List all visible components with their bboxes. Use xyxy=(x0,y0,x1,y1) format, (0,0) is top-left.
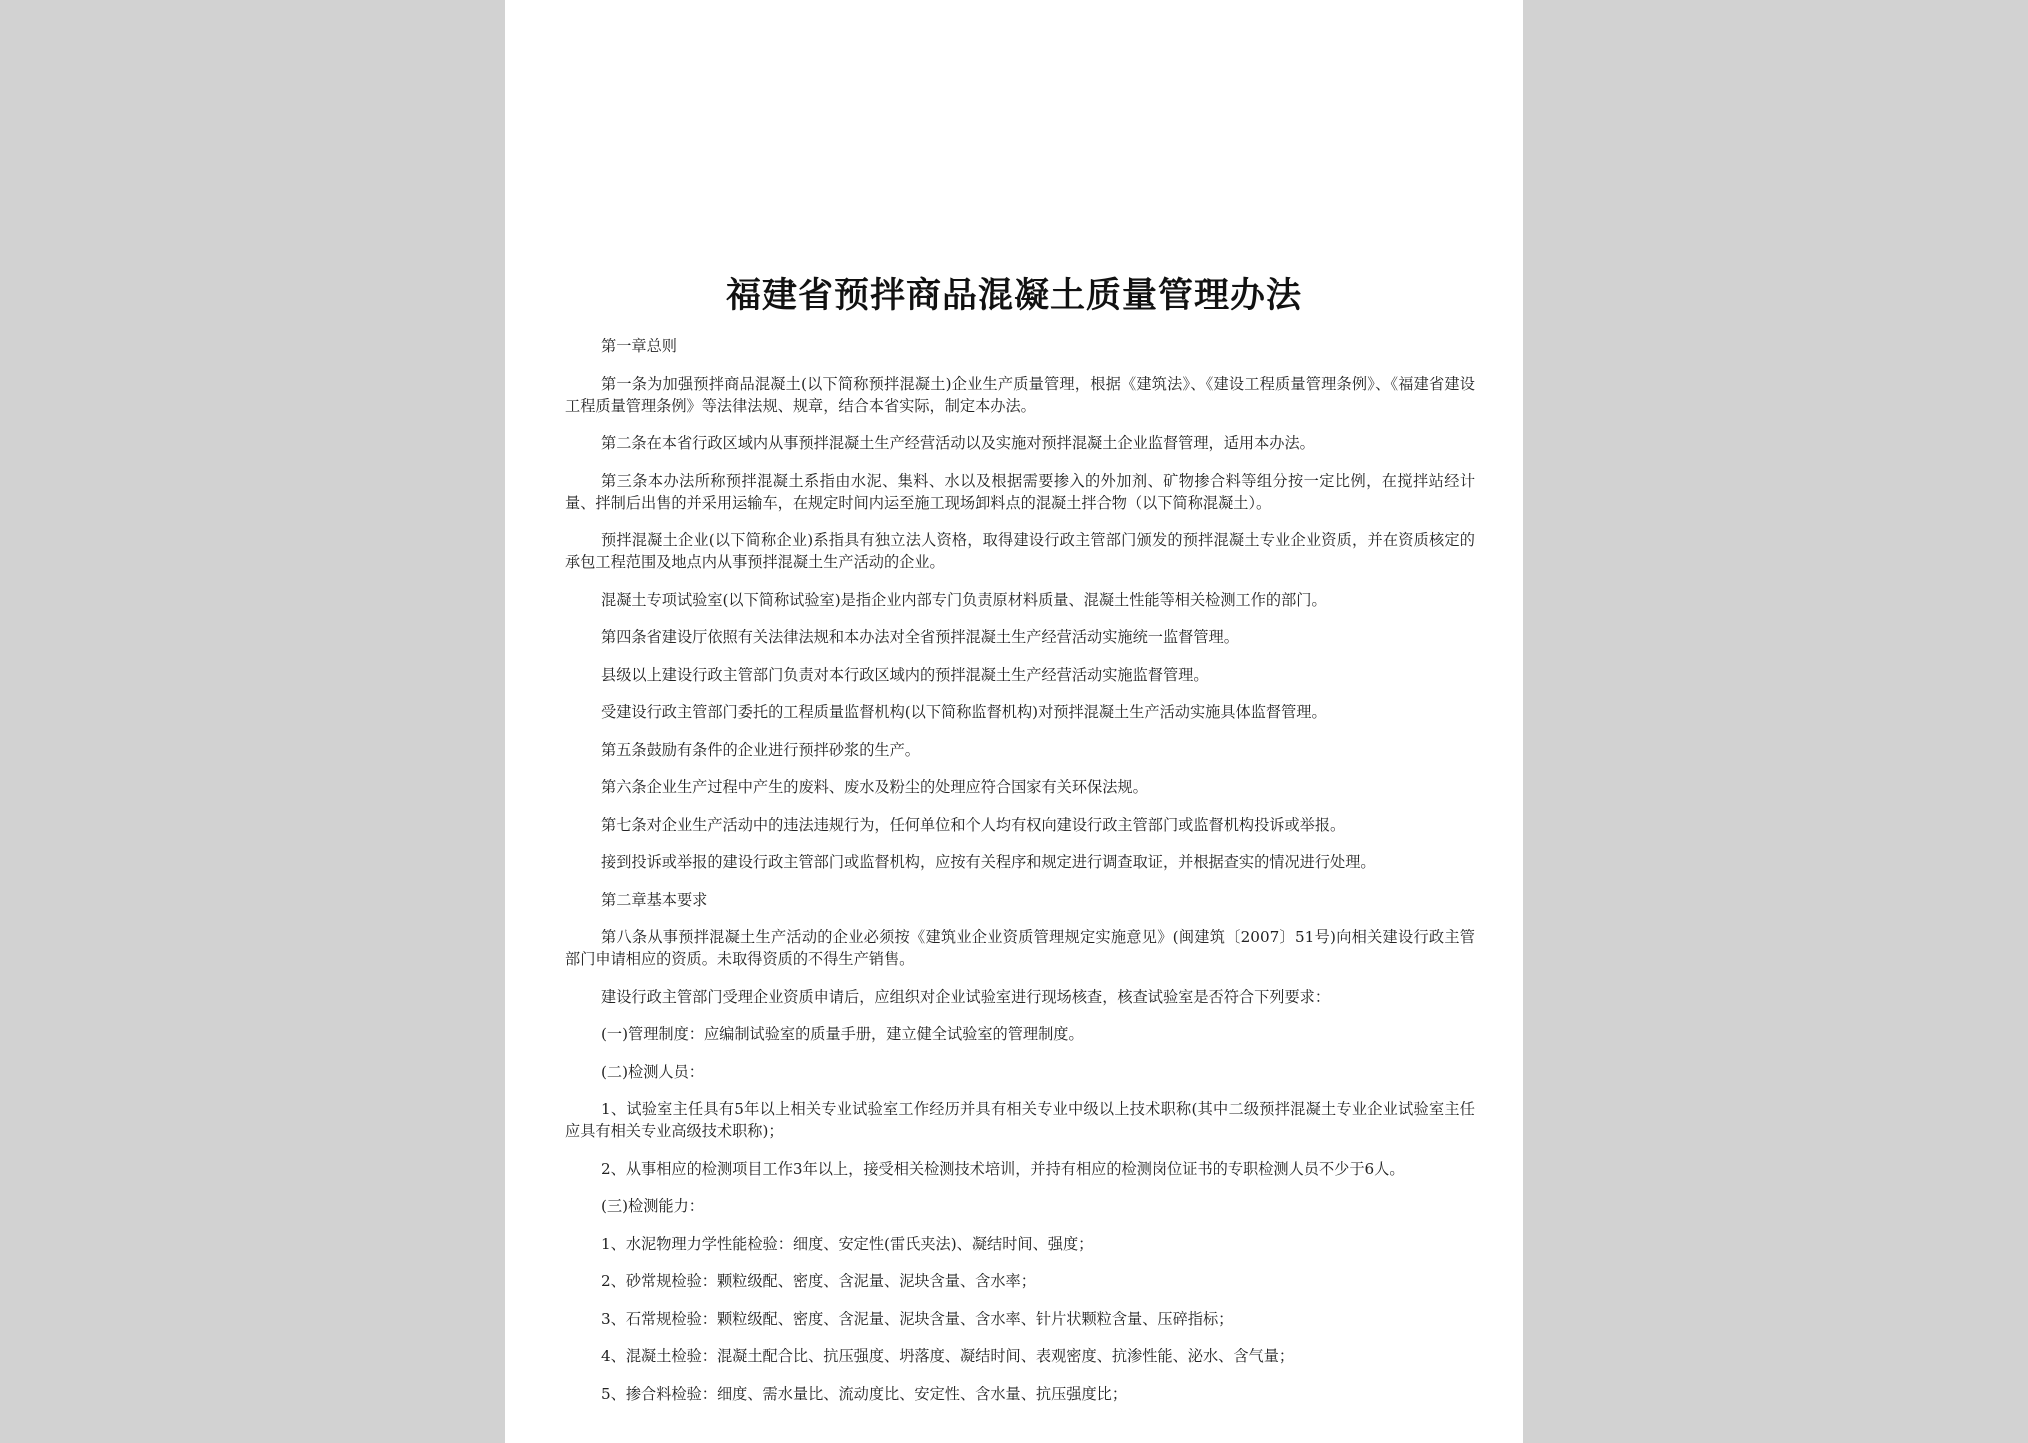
paragraph: 4、混凝土检验：混凝土配合比、抗压强度、坍落度、凝结时间、表观密度、抗渗性能、泌水、含气量； xyxy=(601,1347,1295,1365)
paragraph: 第八条从事预拌混凝土生产活动的企业必须按《建筑业企业资质管理规定实施意见》(闽建筑〔2007〕51号)向相关建设行政主管部门申请相应的资质。未取得资质的不得生产销售。 xyxy=(565,928,1475,968)
paragraph: 2、砂常规检验：颗粒级配、密度、含泥量、泥块含量、含水率； xyxy=(601,1272,1036,1290)
paragraph: 第四条省建设厅依照有关法律法规和本办法对全省预拌混凝土生产经营活动实施统一监督管理。 xyxy=(601,628,1239,646)
document-body xyxy=(565,335,1475,1420)
paragraph: 第七条对企业生产活动中的违法违规行为，任何单位和个人均有权向建设行政主管部门或监督机构投诉或举报。 xyxy=(601,815,1346,834)
paragraph: 1、水泥物理力学性能检验：细度、安定性(雷氏夹法)、凝结时间、强度； xyxy=(601,1234,1094,1253)
paragraph: 2、从事相应的检测项目工作3年以上，接受相关检测技术培训，并持有相应的检测岗位证书的专职检测人员不少于6人。 xyxy=(601,1159,1405,1178)
paragraph: 第二条在本省行政区域内从事预拌混凝土生产经营活动以及实施对预拌混凝土企业监督管理，适用本办法。 xyxy=(601,434,1315,452)
paragraph: (三)检测能力： xyxy=(601,1197,704,1215)
paragraph: 第五条鼓励有条件的企业进行预拌砂浆的生产。 xyxy=(601,740,920,759)
paragraph: 受建设行政主管部门委托的工程质量监督机构(以下简称监督机构)对预拌混凝土生产活动实施具体监督管理。 xyxy=(601,703,1327,721)
paragraph: 县级以上建设行政主管部门负责对本行政区域内的预拌混凝土生产经营活动实施监督管理。 xyxy=(601,665,1209,684)
paragraph: 3、石常规检验：颗粒级配、密度、含泥量、泥块含量、含水率、针片状颗粒含量、压碎指标； xyxy=(601,1309,1234,1328)
paragraph: 预拌混凝土企业(以下简称企业)系指具有独立法人资格，取得建设行政主管部门颁发的预拌混凝土专业企业资质，并在资质核定的承包工程范围及地点内从事预拌混凝土生产活动的企业。 xyxy=(565,531,1475,571)
paragraph: (二)检测人员： xyxy=(601,1062,704,1081)
paragraph: 第三条本办法所称预拌混凝土系指由水泥、集料、水以及根据需要掺入的外加剂、矿物掺合料等组分按一定比例，在搅拌站经计量、拌制后出售的并采用运输车，在规定时间内运至施工现场卸料点的混凝土拌合物（以下简称混凝土）。 xyxy=(565,471,1475,512)
paragraph: 混凝土专项试验室(以下简称试验室)是指企业内部专门负责原材料质量、混凝土性能等相关检测工作的部门。 xyxy=(601,590,1327,609)
paragraph: 建设行政主管部门受理企业资质申请后，应组织对企业试验室进行现场核查，核查试验室是否符合下列要求： xyxy=(601,987,1330,1006)
paragraph: 1、试验室主任具有5年以上相关专业试验室工作经历并具有相关专业中级以上技术职称(其中二级预拌混凝土专业企业试验室主任应具有相关专业高级技术职称)； xyxy=(565,1100,1475,1140)
chapter-heading: 第一章总则 xyxy=(601,337,677,355)
document-title: 福建省预拌商品混凝土质量管理办法 xyxy=(725,275,1302,316)
paragraph: 第六条企业生产过程中产生的废料、废水及粉尘的处理应符合国家有关环保法规。 xyxy=(601,778,1148,796)
chapter-heading: 第二章基本要求 xyxy=(601,890,708,909)
paragraph: 第一条为加强预拌商品混凝土(以下简称预拌混凝土)企业生产质量管理，根据《建筑法》、《建设工程质量管理条例》、《福建省建设工程质量管理条例》等法律法规、规章，结合本省实际，制定本办法。 xyxy=(565,374,1475,415)
document-page xyxy=(505,0,1523,1443)
paragraph: 5、掺合料检验：细度、需水量比、流动度比、安定性、含水量、抗压强度比； xyxy=(601,1384,1128,1403)
paragraph: (一)管理制度：应编制试验室的质量手册，建立健全试验室的管理制度。 xyxy=(601,1025,1084,1043)
paragraph: 接到投诉或举报的建设行政主管部门或监督机构，应按有关程序和规定进行调查取证，并根据查实的情况进行处理。 xyxy=(601,853,1376,871)
